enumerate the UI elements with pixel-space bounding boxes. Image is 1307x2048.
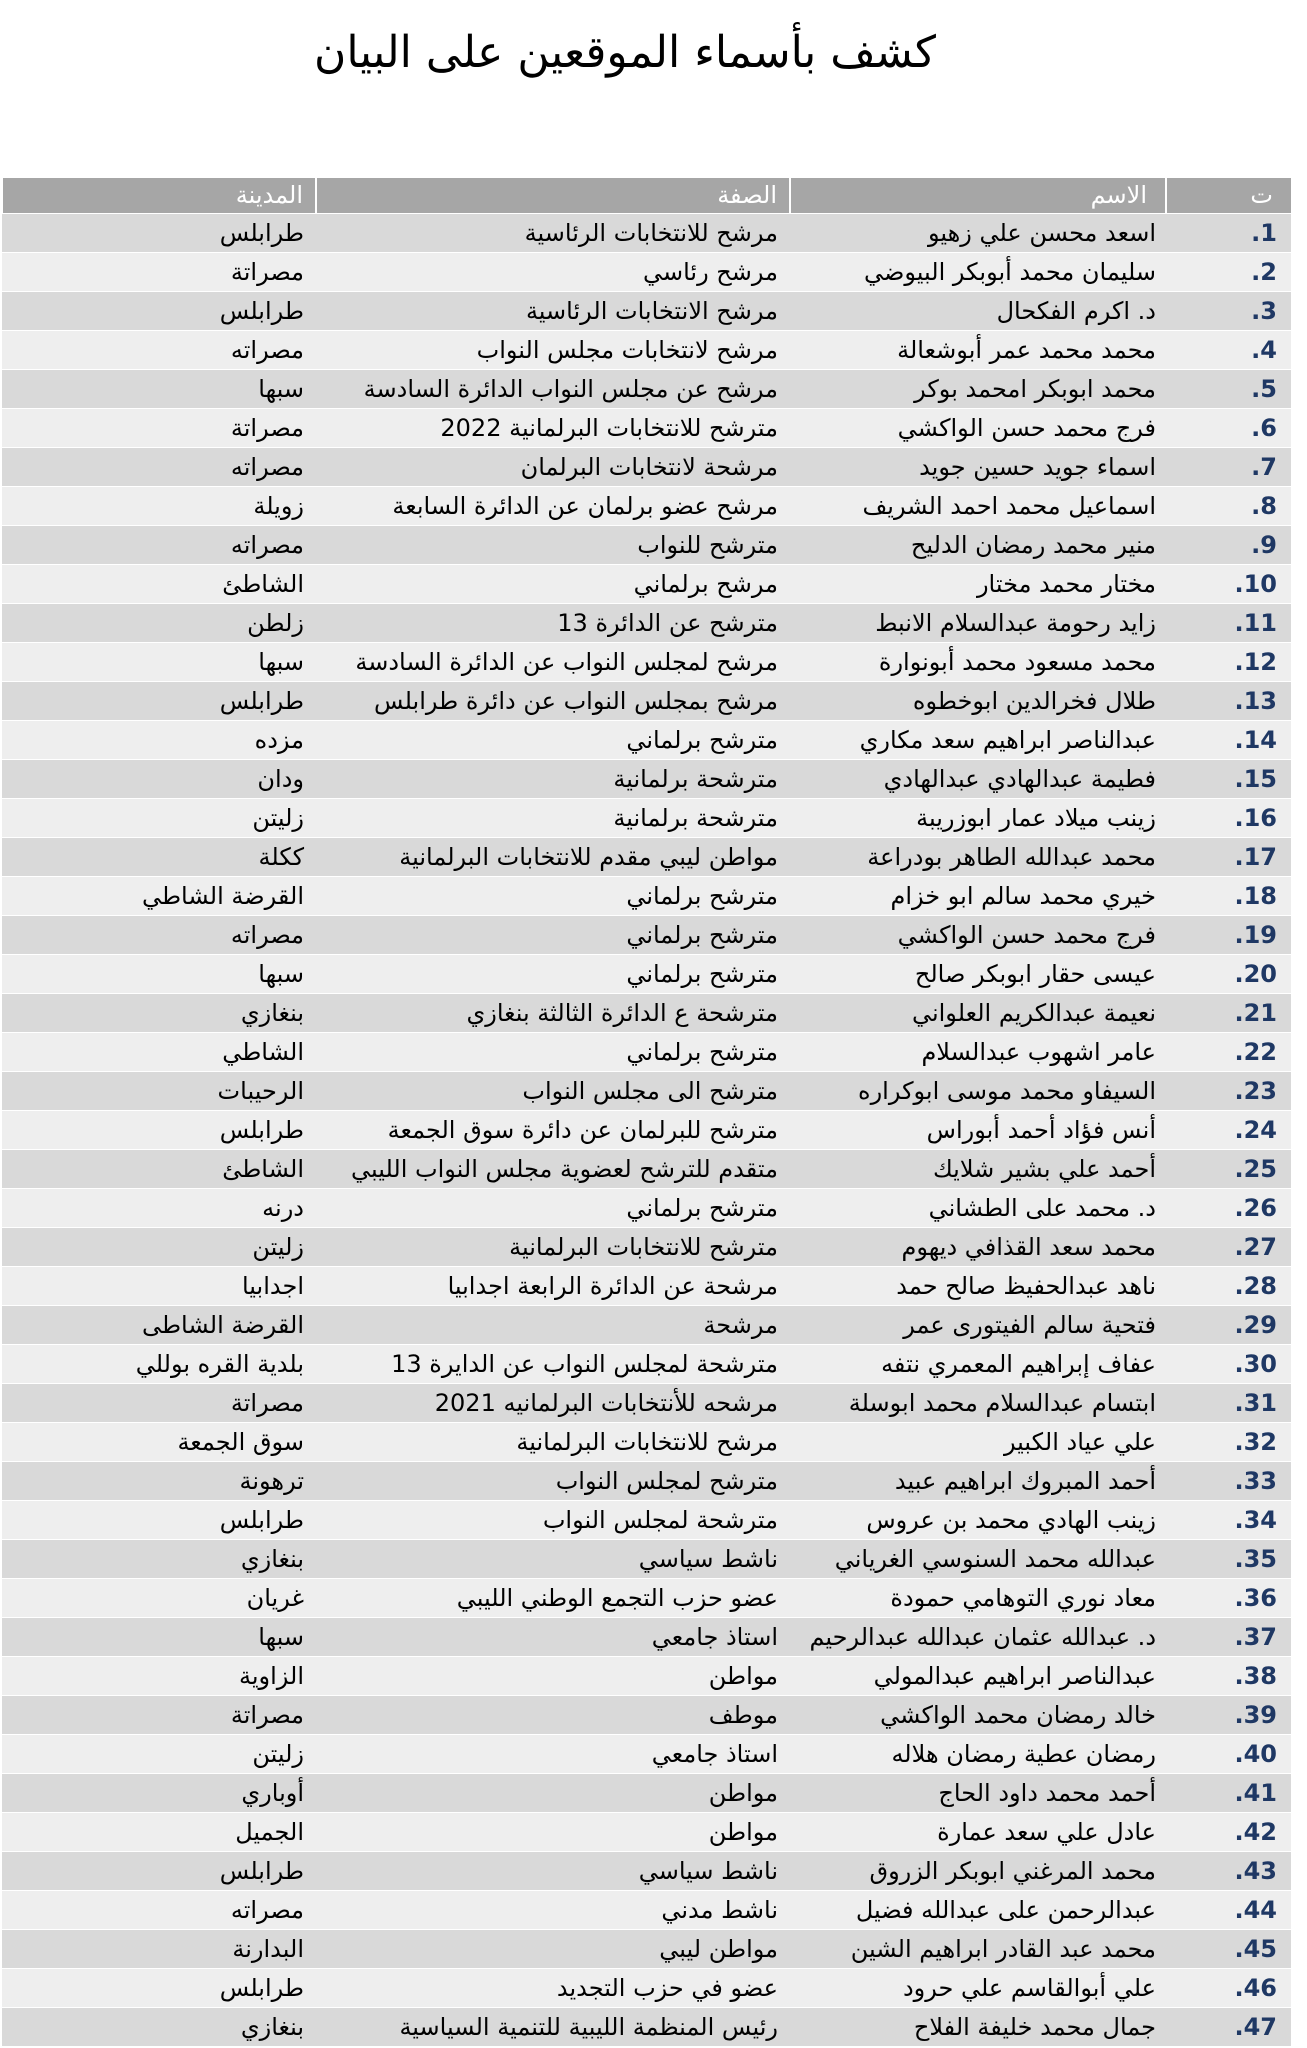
signatory-name: جمال محمد خليفة الفلاح — [790, 2008, 1166, 2047]
signatory-name: ناهد عبدالحفيظ صالح حمد — [790, 1267, 1166, 1306]
row-number: 24. — [1166, 1111, 1291, 1150]
signatory-role: مترشح للبرلمان عن دائرة سوق الجمعة — [316, 1111, 790, 1150]
signatory-city: طرابلس — [2, 1501, 316, 1540]
signatory-name: عبدالرحمن على عبدالله فضيل — [790, 1891, 1166, 1930]
signatory-role: مترشح للانتخابات البرلمانية 2022 — [316, 409, 790, 448]
row-number: 38. — [1166, 1657, 1291, 1696]
signatory-city: الشاطي — [2, 1033, 316, 1072]
signatory-city: القرضة الشاطى — [2, 1306, 316, 1345]
signatory-city: الشاطئ — [2, 565, 316, 604]
signatory-name: محمد عبدالله الطاهر بودراعة — [790, 838, 1166, 877]
signatory-city: طرابلس — [2, 214, 316, 253]
signatory-name: خيري محمد سالم ابو خزام — [790, 877, 1166, 916]
row-number: 13. — [1166, 682, 1291, 721]
row-number: 26. — [1166, 1189, 1291, 1228]
page-title: كشف بأسماء الموقعين على البيان — [314, 27, 936, 78]
signatory-role: مترشح للانتخابات البرلمانية — [316, 1228, 790, 1267]
signatory-role: مترشح برلماني — [316, 916, 790, 955]
signatory-role: استاذ جامعي — [316, 1735, 790, 1774]
signatory-city: اجدابيا — [2, 1267, 316, 1306]
signatory-city: البدارنة — [2, 1930, 316, 1969]
row-number: 42. — [1166, 1813, 1291, 1852]
signatory-city: زويلة — [2, 487, 316, 526]
row-number: 34. — [1166, 1501, 1291, 1540]
signatory-name: علي عياد الكبير — [790, 1423, 1166, 1462]
signatory-role: مترشح لمجلس النواب — [316, 1462, 790, 1501]
signatory-name: اسماء جويد حسين جويد — [790, 448, 1166, 487]
signatory-name: اسعد محسن علي زهيو — [790, 214, 1166, 253]
table-row — [2, 838, 1291, 877]
signatory-role: مرشح بمجلس النواب عن دائرة طرابلس — [316, 682, 790, 721]
table-row — [2, 955, 1291, 994]
signatory-role: مرشح برلماني — [316, 565, 790, 604]
signatory-city: سوق الجمعة — [2, 1423, 316, 1462]
signatory-name: عبدالناصر ابراهيم سعد مكاري — [790, 721, 1166, 760]
signatory-city: ترهونة — [2, 1462, 316, 1501]
table-row — [2, 409, 1291, 448]
signatory-name: رمضان عطية رمضان هلاله — [790, 1735, 1166, 1774]
table-row — [2, 1150, 1291, 1189]
column-header-role: الصفة — [316, 178, 790, 214]
signatory-name: فرج محمد حسن الواكشي — [790, 916, 1166, 955]
signatory-name: علي أبوالقاسم علي حرود — [790, 1969, 1166, 2008]
table-row — [2, 760, 1291, 799]
signatory-role: متقدم للترشح لعضوية مجلس النواب الليبي — [316, 1150, 790, 1189]
row-number: 18. — [1166, 877, 1291, 916]
signatory-role: عضو حزب التجمع الوطني الليبي — [316, 1579, 790, 1618]
row-number: 23. — [1166, 1072, 1291, 1111]
row-number: 37. — [1166, 1618, 1291, 1657]
row-number: 12. — [1166, 643, 1291, 682]
signatory-role: مترشح للنواب — [316, 526, 790, 565]
signatory-name: فطيمة عبدالهادي عبدالهادي — [790, 760, 1166, 799]
signatory-role: مرشح للانتخابات البرلمانية — [316, 1423, 790, 1462]
table-row — [2, 565, 1291, 604]
signatory-role: رئيس المنظمة الليبية للتنمية السياسية — [316, 2008, 790, 2047]
signatory-city: بنغازي — [2, 994, 316, 1033]
signatory-name: فتحية سالم الفيتورى عمر — [790, 1306, 1166, 1345]
column-header-city: المدينة — [2, 178, 316, 214]
signatory-role: استاذ جامعي — [316, 1618, 790, 1657]
table-row — [2, 1345, 1291, 1384]
row-number: 9. — [1166, 526, 1291, 565]
row-number: 31. — [1166, 1384, 1291, 1423]
signatory-city: القرضة الشاطي — [2, 877, 316, 916]
table-row — [2, 331, 1291, 370]
signatory-role: مرشح لمجلس النواب عن الدائرة السادسة — [316, 643, 790, 682]
table-header-row — [2, 178, 1291, 214]
row-number: 15. — [1166, 760, 1291, 799]
row-number: 41. — [1166, 1774, 1291, 1813]
signatory-role: مرشحة لانتخابات البرلمان — [316, 448, 790, 487]
signatory-role: ناشط سياسي — [316, 1540, 790, 1579]
signatory-role: ناشط سياسي — [316, 1852, 790, 1891]
signatory-name: عيسى حقار ابوبكر صالح — [790, 955, 1166, 994]
signatory-city: سبها — [2, 643, 316, 682]
table-row — [2, 1111, 1291, 1150]
signatory-city: الجميل — [2, 1813, 316, 1852]
signatory-role: مترشحة ع الدائرة الثالثة بنغازي — [316, 994, 790, 1033]
signatory-city: طرابلس — [2, 1969, 316, 2008]
signatory-name: محمد ابوبكر امحمد بوكر — [790, 370, 1166, 409]
signatory-name: زينب الهادي محمد بن عروس — [790, 1501, 1166, 1540]
signatory-role: مترشح برلماني — [316, 1189, 790, 1228]
signatory-city: سبها — [2, 955, 316, 994]
signatory-name: محمد سعد القذافي ديهوم — [790, 1228, 1166, 1267]
signatory-role: مترشح عن الدائرة 13 — [316, 604, 790, 643]
table-row — [2, 1891, 1291, 1930]
signatory-city: بنغازي — [2, 2008, 316, 2047]
signatory-role: مواطن — [316, 1657, 790, 1696]
table-row — [2, 214, 1291, 253]
signatory-city: سبها — [2, 1618, 316, 1657]
signatory-role: مرشحه للأنتخابات البرلمانيه 2021 — [316, 1384, 790, 1423]
table-row — [2, 721, 1291, 760]
table-row — [2, 877, 1291, 916]
signatory-role: مواطن ليبي مقدم للانتخابات البرلمانية — [316, 838, 790, 877]
row-number: 39. — [1166, 1696, 1291, 1735]
table-row — [2, 2008, 1291, 2047]
signatory-name: طلال فخرالدين ابوخطوه — [790, 682, 1166, 721]
row-number: 10. — [1166, 565, 1291, 604]
table-row — [2, 1813, 1291, 1852]
signatory-role: مرشح عضو برلمان عن الدائرة السابعة — [316, 487, 790, 526]
row-number: 1. — [1166, 214, 1291, 253]
signatory-role: مرشح لانتخابات مجلس النواب — [316, 331, 790, 370]
signatory-city: مصراته — [2, 448, 316, 487]
signatory-city: مصراتة — [2, 1384, 316, 1423]
table-row — [2, 1306, 1291, 1345]
row-number: 16. — [1166, 799, 1291, 838]
row-number: 30. — [1166, 1345, 1291, 1384]
table-row — [2, 1189, 1291, 1228]
row-number: 35. — [1166, 1540, 1291, 1579]
signatory-name: أنس فؤاد أحمد أبوراس — [790, 1111, 1166, 1150]
signatory-city: مصراته — [2, 916, 316, 955]
signatory-name: محمد محمد عمر أبوشعالة — [790, 331, 1166, 370]
signatory-role: مترشح الى مجلس النواب — [316, 1072, 790, 1111]
signatory-role: مترشحة لمجلس النواب — [316, 1501, 790, 1540]
row-number: 47. — [1166, 2008, 1291, 2047]
signatory-role: مرشح الانتخابات الرئاسية — [316, 292, 790, 331]
table-row — [2, 1579, 1291, 1618]
table-row — [2, 1735, 1291, 1774]
table-row — [2, 1033, 1291, 1072]
row-number: 11. — [1166, 604, 1291, 643]
table-row — [2, 1462, 1291, 1501]
signatory-city: درنه — [2, 1189, 316, 1228]
table-row — [2, 487, 1291, 526]
table-row — [2, 1696, 1291, 1735]
signatory-city: ودان — [2, 760, 316, 799]
row-number: 7. — [1166, 448, 1291, 487]
signatory-name: مختار محمد مختار — [790, 565, 1166, 604]
signatory-role: مترشح برلماني — [316, 1033, 790, 1072]
signatory-city: مصراته — [2, 526, 316, 565]
signatory-city: مصراته — [2, 331, 316, 370]
signatory-role: عضو في حزب التجديد — [316, 1969, 790, 2008]
signatory-city: زلطن — [2, 604, 316, 643]
signatory-name: ابتسام عبدالسلام محمد ابوسلة — [790, 1384, 1166, 1423]
row-number: 17. — [1166, 838, 1291, 877]
row-number: 22. — [1166, 1033, 1291, 1072]
row-number: 45. — [1166, 1930, 1291, 1969]
row-number: 5. — [1166, 370, 1291, 409]
signatory-role: مواطن — [316, 1813, 790, 1852]
signatory-name: نعيمة عبدالكريم العلواني — [790, 994, 1166, 1033]
table-row — [2, 253, 1291, 292]
row-number: 28. — [1166, 1267, 1291, 1306]
table-row — [2, 1384, 1291, 1423]
signatory-city: طرابلس — [2, 1111, 316, 1150]
table-row — [2, 799, 1291, 838]
signatory-city: طرابلس — [2, 292, 316, 331]
signatory-role: موطف — [316, 1696, 790, 1735]
signatory-city: ككلة — [2, 838, 316, 877]
row-number: 21. — [1166, 994, 1291, 1033]
signatory-name: محمد المرغني ابوبكر الزروق — [790, 1852, 1166, 1891]
row-number: 44. — [1166, 1891, 1291, 1930]
row-number: 20. — [1166, 955, 1291, 994]
table-row — [2, 682, 1291, 721]
signatory-role: مترشحة برلمانية — [316, 760, 790, 799]
row-number: 27. — [1166, 1228, 1291, 1267]
signatory-role: ناشط مدني — [316, 1891, 790, 1930]
row-number: 3. — [1166, 292, 1291, 331]
signatory-name: محمد مسعود محمد أبونوارة — [790, 643, 1166, 682]
table-row — [2, 994, 1291, 1033]
table-row — [2, 1774, 1291, 1813]
row-number: 8. — [1166, 487, 1291, 526]
signatory-city: مصراته — [2, 1891, 316, 1930]
row-number: 46. — [1166, 1969, 1291, 2008]
signatory-city: بلدية القره بوللي — [2, 1345, 316, 1384]
row-number: 6. — [1166, 409, 1291, 448]
signatory-name: فرج محمد حسن الواكشي — [790, 409, 1166, 448]
signatory-name: أحمد علي بشير شلايك — [790, 1150, 1166, 1189]
table-row — [2, 1969, 1291, 2008]
signatory-name: محمد عبد القادر ابراهيم الشين — [790, 1930, 1166, 1969]
signatory-name: عبدالناصر ابراهيم عبدالمولي — [790, 1657, 1166, 1696]
row-number: 36. — [1166, 1579, 1291, 1618]
signatory-name: اسماعيل محمد احمد الشريف — [790, 487, 1166, 526]
signatory-name: عامر اشهوب عبدالسلام — [790, 1033, 1166, 1072]
signatory-city: مصراتة — [2, 409, 316, 448]
signatory-city: سبها — [2, 370, 316, 409]
signatory-role: مترشحة لمجلس النواب عن الدايرة 13 — [316, 1345, 790, 1384]
signatory-name: زينب ميلاد عمار ابوزريبة — [790, 799, 1166, 838]
table-row — [2, 1267, 1291, 1306]
signatory-name: عادل علي سعد عمارة — [790, 1813, 1166, 1852]
signatory-role: مترشح برلماني — [316, 721, 790, 760]
row-number: 4. — [1166, 331, 1291, 370]
row-number: 14. — [1166, 721, 1291, 760]
row-number: 43. — [1166, 1852, 1291, 1891]
signatory-city: مصراتة — [2, 1696, 316, 1735]
table-row — [2, 1501, 1291, 1540]
table-row — [2, 1540, 1291, 1579]
row-number: 32. — [1166, 1423, 1291, 1462]
signatory-city: طرابلس — [2, 1852, 316, 1891]
signatory-name: عبدالله محمد السنوسي الغرياني — [790, 1540, 1166, 1579]
table-row — [2, 1618, 1291, 1657]
table-row — [2, 1852, 1291, 1891]
column-header-number: ت — [1166, 178, 1291, 214]
table-row — [2, 1072, 1291, 1111]
signatory-city: الزاوية — [2, 1657, 316, 1696]
signatory-role: مترشحة برلمانية — [316, 799, 790, 838]
signatory-city: غريان — [2, 1579, 316, 1618]
signatory-role: مرشحة عن الدائرة الرابعة اجدابيا — [316, 1267, 790, 1306]
table-body — [2, 214, 1291, 2047]
table-row — [2, 604, 1291, 643]
table-row — [2, 1930, 1291, 1969]
signatory-city: مزده — [2, 721, 316, 760]
row-number: 40. — [1166, 1735, 1291, 1774]
signatory-name: د. محمد على الطشاني — [790, 1189, 1166, 1228]
row-number: 2. — [1166, 253, 1291, 292]
table-row — [2, 448, 1291, 487]
signatory-name: خالد رمضان محمد الواكشي — [790, 1696, 1166, 1735]
row-number: 29. — [1166, 1306, 1291, 1345]
signatory-name: أحمد المبروك ابراهيم عبيد — [790, 1462, 1166, 1501]
table-row — [2, 1657, 1291, 1696]
signatory-name: معاد نوري التوهامي حمودة — [790, 1579, 1166, 1618]
signatory-name: السيفاو محمد موسى ابوكراره — [790, 1072, 1166, 1111]
signatory-city: مصراتة — [2, 253, 316, 292]
signatory-name: د. اكرم الفكحال — [790, 292, 1166, 331]
signatory-name: د. عبدالله عثمان عبدالله عبدالرحيم — [790, 1618, 1166, 1657]
signatory-city: زليتن — [2, 799, 316, 838]
signatory-city: زليتن — [2, 1228, 316, 1267]
column-header-name: الاسم — [790, 178, 1166, 214]
row-number: 25. — [1166, 1150, 1291, 1189]
signatory-role: مترشح برلماني — [316, 877, 790, 916]
table-row — [2, 643, 1291, 682]
signatory-city: الشاطئ — [2, 1150, 316, 1189]
table-row — [2, 1423, 1291, 1462]
table-row — [2, 1228, 1291, 1267]
signatory-name: أحمد محمد داود الحاج — [790, 1774, 1166, 1813]
signatory-name: سليمان محمد أبوبكر البيوضي — [790, 253, 1166, 292]
signatory-city: الرحيبات — [2, 1072, 316, 1111]
table-row — [2, 292, 1291, 331]
signatory-city: زليتن — [2, 1735, 316, 1774]
signatory-name: منير محمد رمضان الدليح — [790, 526, 1166, 565]
signatory-role: مرشح رئاسي — [316, 253, 790, 292]
row-number: 33. — [1166, 1462, 1291, 1501]
signatory-city: طرابلس — [2, 682, 316, 721]
signatory-name: زايد رحومة عبدالسلام الانبط — [790, 604, 1166, 643]
signatory-role: مرشح عن مجلس النواب الدائرة السادسة — [316, 370, 790, 409]
signatories-table — [1, 178, 1291, 2047]
signatory-city: بنغازي — [2, 1540, 316, 1579]
table-row — [2, 916, 1291, 955]
table-row — [2, 526, 1291, 565]
table-row — [2, 370, 1291, 409]
signatory-role: مرشحة — [316, 1306, 790, 1345]
signatory-role: مترشح برلماني — [316, 955, 790, 994]
signatory-role: مواطن — [316, 1774, 790, 1813]
signatory-role: مرشح للانتخابات الرئاسية — [316, 214, 790, 253]
row-number: 19. — [1166, 916, 1291, 955]
signatory-role: مواطن ليبي — [316, 1930, 790, 1969]
signatory-city: أوباري — [2, 1774, 316, 1813]
signatory-name: عفاف إبراهيم المعمري نتفه — [790, 1345, 1166, 1384]
